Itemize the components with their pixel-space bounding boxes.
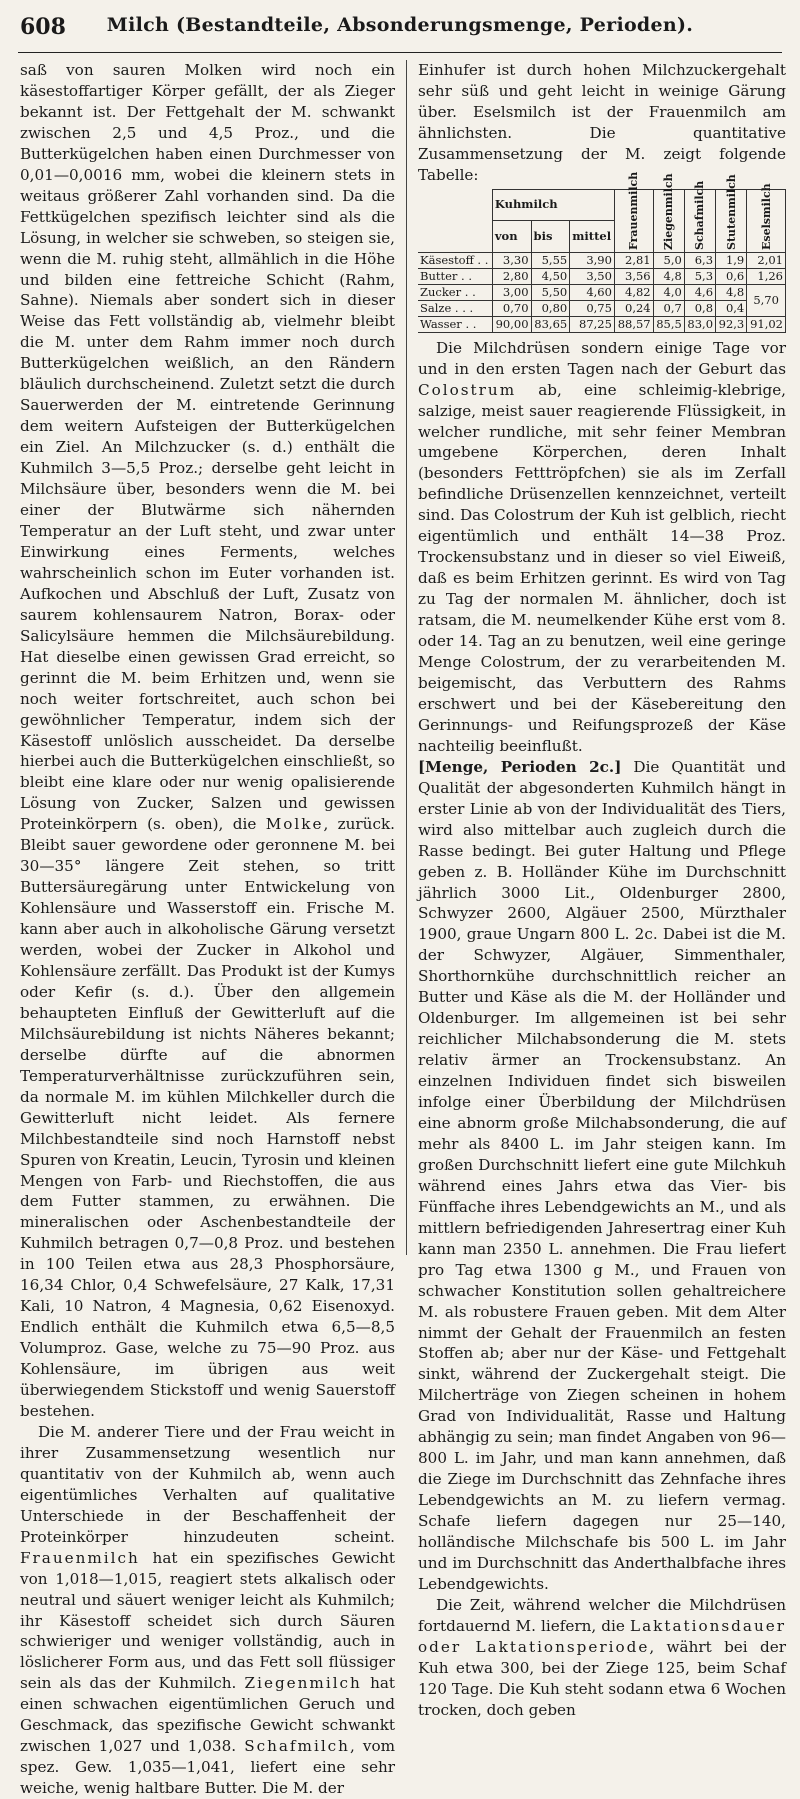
- cell: 0,7: [653, 300, 684, 316]
- paragraph: [418, 757, 786, 1595]
- table-corner: [418, 189, 492, 252]
- cell: 90,00: [492, 316, 531, 332]
- paragraph: [418, 1595, 786, 1721]
- row-label: Butter . .: [418, 268, 492, 284]
- col-header: Schafmilch: [684, 189, 715, 252]
- cell: 4,60: [570, 284, 615, 300]
- text: , zurück. Bleibt sauer gewordene oder geronnene M. bei 30—35° längere Zeit stehen, so tritt Buttersäuregärung unter Entwickelung von Kohlensäure und Wasserstoff ein. Frische M. kann aber auch in alkoholische Gärung versetzt werden, wobei der Zucker in Alkohol und Kohlensäure zerfällt. Das Produkt ist der Kumys oder Kefir (s. d.). Über den allgemein behaupteten Einfluß der Gewitterluft auf die Milchsäurebildung ist nichts Näheres bekannt; derselbe dürfte auf die abnormen Temperaturverhältnisse zurückzuführen sein, da normale M. im kühlen Milchkeller durch die Gewitterluft nicht leidet. Als fernere Milchbestandteile sind noch Harnstoff nebst Spuren von Kreatin, Leucin, Tyrosin und kleinen Mengen von Farb- und Riechstoffen, die aus dem Futter stammen, zu erwähnen. Die mineralischen oder Aschenbestandteile der Kuhmilch betragen 0,7—0,8 Proz. und bestehen in 100 Teilen etwa aus 28,3 Phosphorsäure, 16,34 Chlor, 0,4 Schwefelsäure, 27 Kalk, 17,31 Kali, 10 Natron, 4 Magnesia, 0,62 Eisenoxyd. Endlich enthält die Kuhmilch etwa 6,5—8,5 Volumproz. Gase, welche zu 75—90 Proz. aus Kohlensäure, im übrigen aus weit überwiegendem Stickstoff und wenig Sauerstoff bestehen.: [20, 815, 395, 1420]
- cell: 83,0: [684, 316, 715, 332]
- cell: 1,26: [747, 268, 786, 284]
- term-laktation: Laktationsdauer oder Laktationsperiode: [418, 1616, 786, 1656]
- cell: 91,02: [747, 316, 786, 332]
- cell: 0,6: [716, 268, 747, 284]
- table-row: [418, 268, 786, 284]
- cell: 0,70: [492, 300, 531, 316]
- text: hat ein spezifisches Gewicht von 1,018—1,015, reagiert stets alkalisch oder neutral und säuert weniger leicht als Kuhmilch; ihr Käsestoff scheidet sich durch Säuren schwieriger und weniger vollständig, auch in löslicherer Form aus, und das Fett soll flüssiger sein als das der Kuhmilch.: [20, 1548, 396, 1693]
- composition-table: [418, 172, 786, 333]
- text: Die Milchdrüsen sondern einige Tage vor und in den ersten Tagen nach der Geburt das: [418, 338, 786, 378]
- table-row: [418, 316, 786, 332]
- cell: 5,55: [531, 252, 570, 268]
- table-row: [418, 300, 786, 316]
- text: ab, eine schleimig-klebrige, salzige, meist sauer reagierende Flüssigkeit, in welcher rundliche, mit sehr feiner Membran umgebene Körperchen, deren Inhalt (besonders Fetttröpfchen) sie als im Zerfall befindliche Drüsenzellen kennzeichnet, verteilt sind. Das Colostrum der Kuh ist gelblich, riecht eigentümlich und enthält 14—38 Proz. Trockensubstanz und in dieser so viel Eiweiß, daß es beim Erhitzen gerinnt. Es wird von Tag zu Tag der normalen M. ähnlicher, doch ist ratsam, die M. neumelkender Kühe erst vom 8. oder 14. Tag an zu benutzen, weil eine geringe Menge Colostrum, der zu verarbeitenden M. beigemischt, das Verbuttern des Rahms erschwert und bei der Käsebereitung den Gerinnungs- und Reifungsprozeß der Käse nachteilig beeinflußt.: [418, 380, 787, 755]
- cell: 4,82: [614, 284, 653, 300]
- right-column: [418, 60, 787, 1719]
- group-header-kuhmilch: Kuhmilch: [492, 189, 614, 221]
- text: Die Quantität und Qualität der abgesonderten Kuhmilch hängt in erster Linie ab von der Individualität des Tiers, wird also mittelbar auch zugleich durch die Rasse bedingt. Bei guter Haltung und Pflege geben z. B. Holländer Kühe im Durchschnitt jährlich 3000 Lit., Oldenburger 2800, Schwyzer 2600, Algäuer 2500, Mürzthaler 1900, graue Ungarn 800 L. 2c. Dabei ist die M. der Schwyzer, Algäuer, Simmenthaler, Shorthornkühe durchschnittlich reicher an Butter und Käse als die M. der Holländer und Oldenburger. Im allgemeinen ist bei sehr reichlicher Milchabsonderung die M. stets relativ ärmer an Trockensubstanz. An einzelnen Individuen findet sich bisweilen infolge einer Überbildung der Milchdrüsen eine abnorm große Milchabsonderung, die auf mehr als 8400 L. im Jahr steigen kann. Im großen Durchschnitt liefert eine gute Milchkuh während eines Jahrs etwa das Vier- bis Fünffache ihres Lebendgewichts an M., und als mittlern befriedigenden Jahresertrag einer Kuh kann man 2350 L. annehmen. Die Frau liefert pro Tag etwa 1300 g M., und Frauen von schwacher Konstitution sollen gehaltreichere M. als robustere Frauen geben. Mit dem Alter nimmt der Gehalt der Frauenmilch an festen Stoffen ab; aber nur der Käse- und Fettgehalt sinkt, während der Zuckergehalt steigt. Die Milcherträge von Ziegen scheinen in hohem Grad von Individualität, Rasse und Haltung abhängig zu sein; man findet Angaben von 96—800 L. im Jahr, und man kann annehmen, daß die Ziege im Durchschnitt das Zehnfache ihres Lebendgewichts an M. zu liefern vermag. Schafe liefern dagegen nur 25—140, holländische Milchschafe bis 500 L. im Jahr und im Durchschnitt das Anderthalbfache ihres Lebendgewichts.: [418, 757, 786, 1593]
- cell: 3,56: [614, 268, 653, 284]
- cell: 85,5: [653, 316, 684, 332]
- cell: 3,50: [570, 268, 615, 284]
- cell: 87,25: [570, 316, 615, 332]
- paragraph: Einhufer ist durch hohen Milchzuckergehalt sehr süß und geht leicht in weinige Gärung über. Eselsmilch ist der Frauenmilch am ähnlichsten. Die quantitative Zusammensetzung der M. zeigt folgende Tabelle:: [418, 61, 786, 184]
- cell: 4,0: [653, 284, 684, 300]
- cell: 3,30: [492, 252, 531, 268]
- cell: 5,50: [531, 284, 570, 300]
- cell: 3,00: [492, 284, 531, 300]
- left-column: [20, 60, 396, 1798]
- term-schafmilch: Schafmilch: [244, 1737, 350, 1756]
- paragraph: [20, 1422, 395, 1799]
- sub-header: von: [492, 221, 531, 253]
- cell: 4,6: [684, 284, 715, 300]
- paragraph: [418, 338, 786, 757]
- cell: 4,8: [716, 284, 747, 300]
- cell: 0,80: [531, 300, 570, 316]
- cell: 4,50: [531, 268, 570, 284]
- row-label: Käsestoff . .: [418, 252, 492, 268]
- cell: 3,90: [570, 252, 615, 268]
- cell: 4,8: [653, 268, 684, 284]
- text: hat einen schwachen eigentümlichen Geruch und Geschmack, das spezifische Gewicht schwankt zwischen 1,027 und 1,038.: [20, 1674, 396, 1756]
- text: Die Zeit, während welcher die Milchdrüsen fortdauernd M. liefern, die: [418, 1595, 786, 1635]
- section-heading: [Menge, Perioden 2c.]: [418, 757, 622, 776]
- text: saß von sauren Molken wird noch ein käsestoffartiger Körper gefällt, der als Zieger bekannt ist. Der Fettgehalt der M. schwankt zwischen 2,5 und 4,5 Proz., und die Butterkügelchen haben einen Durchmesser von 0,01—0,0016 mm, wobei die kleinern stets in weitaus größerer Zahl vorhanden sind. Da die Fettkügelchen spezifisch leichter sind als die Lösung, in welcher sie schweben, so steigen sie, wenn die M. ruhig steht, allmählich in die Höhe und bilden eine fettreiche Schicht (Rahm, Sahne). Niemals aber sondert sich in dieser Weise das Fett vollständig ab, vielmehr bleibt die M. unter dem Rahm immer noch durch Butterkügelchen weißlich, an den Rändern bläulich durchscheinend. Zuletzt setzt die durch Sauerwerden der M. eintretende Gerinnung dem weitern Aufsteigen der Butterkügelchen ein Ziel. An Milchzucker (s. d.) enthält die Kuhmilch 3—5,5 Proz.; derselbe geht leicht in Milchsäure über, besonders wenn die M. bei einer der Blutwärme sich nähernden Temperatur an der Luft steht, und zwar unter Einwirkung eines Ferments, welches wahrscheinlich schon im Euter vorhanden ist. Aufkochen und Abschluß der Luft, Zusatz von saurem kohlensaurem Natron, Borax- oder Salicylsäure hemmen die Milchsäurebildung. Hat dieselbe einen gewissen Grad erreicht, so gerinnt die M. beim Erhitzen und, wenn sie noch weiter fortschreitet, auch schon bei gewöhnlicher Temperatur, indem sich der Käsestoff unlöslich ausscheidet. Da derselbe hierbei auch die Butterkügelchen einschließt, so bleibt eine klare oder nur wenig opalisierende Lösung von Zucker, Salzen und gewissen Proteinkörpern (s. oben), die: [20, 61, 395, 834]
- text: Die M. anderer Tiere und der Frau weicht in ihrer Zusammensetzung wesentlich nur quantitativ von der Kuhmilch ab, wenn auch eigentümliches Verhalten auf qualitative Unterschiede in der Beschaffenheit der Proteinkörper hinzudeuten scheint.: [20, 1422, 395, 1546]
- cell: 1,9: [716, 252, 747, 268]
- cell: 0,75: [570, 300, 615, 316]
- sub-header: bis: [531, 221, 570, 253]
- cell: 92,3: [716, 316, 747, 332]
- term-frauenmilch: Frauenmilch: [20, 1548, 140, 1567]
- column-divider: [406, 60, 407, 1255]
- cell: 5,3: [684, 268, 715, 284]
- table-row: [418, 284, 786, 300]
- text: , vom spez. Gew. 1,035—1,041, liefert eine sehr weiche, wenig haltbare Butter. Die M. der: [20, 1737, 396, 1798]
- table-row: [418, 252, 786, 268]
- sub-header: mittel: [570, 221, 615, 253]
- text: , währt bei der Kuh etwa 300, bei der Ziege 125, beim Schaf 120 Tage. Die Kuh steht sodann etwa 6 Wochen trocken, doch geben: [418, 1637, 786, 1719]
- cell: 0,8: [684, 300, 715, 316]
- cell: 2,01: [747, 252, 786, 268]
- cell: 6,3: [684, 252, 715, 268]
- col-header: Ziegenmilch: [653, 189, 684, 252]
- merged-cell: 5,70: [747, 284, 786, 316]
- cell: 0,4: [716, 300, 747, 316]
- term-colostrum: Colostrum: [418, 380, 517, 399]
- col-header: Eselsmilch: [747, 189, 786, 252]
- cell: 2,81: [614, 252, 653, 268]
- col-header: Frauenmilch: [614, 189, 653, 252]
- row-label: Salze . . .: [418, 300, 492, 316]
- cell: 83,65: [531, 316, 570, 332]
- row-label: Zucker . .: [418, 284, 492, 300]
- running-title: Milch (Bestandteile, Absonderungsmenge, Perioden).: [106, 14, 694, 36]
- page-header: [18, 10, 782, 53]
- page-number: 608: [20, 14, 66, 40]
- paragraph: [20, 60, 395, 1422]
- cell: 0,24: [614, 300, 653, 316]
- cell: 5,0: [653, 252, 684, 268]
- term-molke: Molke: [265, 815, 324, 834]
- term-ziegenmilch: Ziegenmilch: [244, 1674, 362, 1693]
- cell: 88,57: [614, 316, 653, 332]
- cell: 2,80: [492, 268, 531, 284]
- row-label: Wasser . .: [418, 316, 492, 332]
- col-header: Stutenmilch: [716, 189, 747, 252]
